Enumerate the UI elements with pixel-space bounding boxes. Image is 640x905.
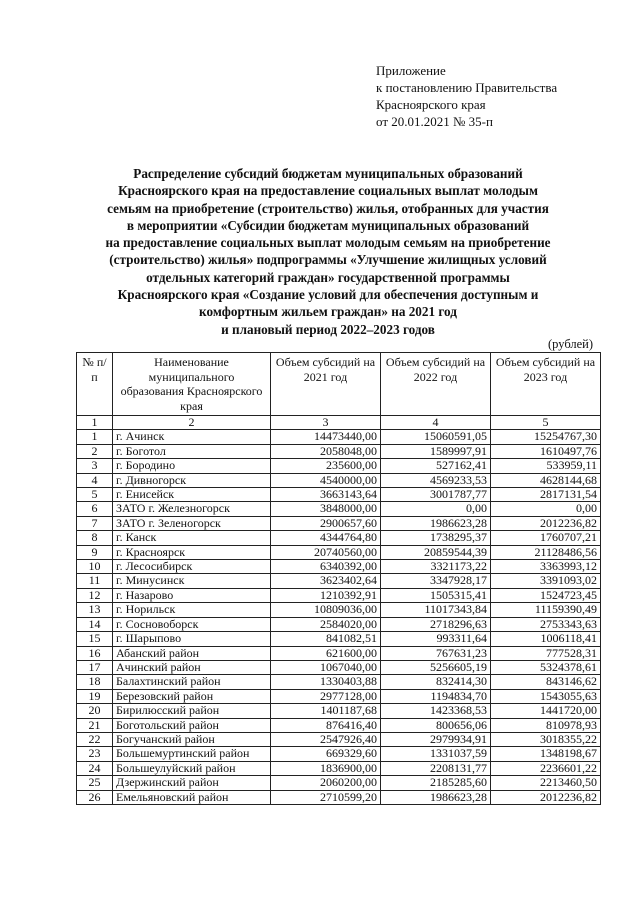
subsidy-2023: 21128486,56 <box>491 545 601 559</box>
municipality-name: г. Назарово <box>113 588 271 602</box>
municipality-name: Богучанский район <box>113 732 271 746</box>
subsidy-2021: 841082,51 <box>271 632 381 646</box>
row-number: 17 <box>77 660 113 674</box>
table-row <box>77 603 601 617</box>
municipality-name: г. Минусинск <box>113 574 271 588</box>
subsidy-2022: 2185285,60 <box>381 776 491 790</box>
appendix-line-2: к постановлению Правительства <box>376 80 558 95</box>
subsidy-2022: 1986623,28 <box>381 790 491 804</box>
subsidy-2022: 800656,06 <box>381 718 491 732</box>
row-number: 5 <box>77 488 113 502</box>
table-row <box>77 646 601 660</box>
row-number: 3 <box>77 459 113 473</box>
table-row <box>77 473 601 487</box>
municipality-name: Балахтинский район <box>113 675 271 689</box>
subsidy-2023: 1348198,67 <box>491 747 601 761</box>
subsidy-2023: 4628144,68 <box>491 473 601 487</box>
subsidy-2022: 2208131,77 <box>381 761 491 775</box>
municipality-name: г. Ачинск <box>113 430 271 444</box>
subsidy-2023: 1441720,00 <box>491 704 601 718</box>
subsidy-2023: 0,00 <box>491 502 601 516</box>
subsidy-2021: 14473440,00 <box>271 430 381 444</box>
municipality-name: ЗАТО г. Железногорск <box>113 502 271 516</box>
title-line: комфортным жильем граждан» на 2021 год <box>199 304 457 320</box>
title-line: (строительство) жилья» подпрограммы «Улучшение жилищных условий <box>109 252 547 268</box>
municipality-name: г. Шарыпово <box>113 632 271 646</box>
row-number: 20 <box>77 704 113 718</box>
table-row <box>77 488 601 502</box>
row-number: 22 <box>77 732 113 746</box>
subsidy-2022: 20859544,39 <box>381 545 491 559</box>
table-row <box>77 790 601 804</box>
row-number: 19 <box>77 689 113 703</box>
subsidy-2021: 235600,00 <box>271 459 381 473</box>
municipality-name: г. Канск <box>113 531 271 545</box>
municipality-name: Большемуртинский район <box>113 747 271 761</box>
row-number: 9 <box>77 545 113 559</box>
municipality-name: г. Бородино <box>113 459 271 473</box>
subsidy-2021: 1210392,91 <box>271 588 381 602</box>
row-number: 4 <box>77 473 113 487</box>
column-index-row <box>77 416 601 430</box>
row-number: 13 <box>77 603 113 617</box>
subsidy-2021: 669329,60 <box>271 747 381 761</box>
subsidy-2021: 1067040,00 <box>271 660 381 674</box>
table-row <box>77 574 601 588</box>
row-number: 14 <box>77 617 113 631</box>
row-number: 23 <box>77 747 113 761</box>
subsidy-2023: 3391093,02 <box>491 574 601 588</box>
subsidy-2023: 2012236,82 <box>491 516 601 530</box>
table-row <box>77 430 601 444</box>
subsidy-2022: 527162,41 <box>381 459 491 473</box>
subsidy-2021: 4344764,80 <box>271 531 381 545</box>
municipality-name: Дзержинский район <box>113 776 271 790</box>
row-number: 8 <box>77 531 113 545</box>
municipality-name: г. Красноярск <box>113 545 271 559</box>
appendix-block <box>376 62 557 130</box>
row-number: 12 <box>77 588 113 602</box>
subsidy-2021: 1330403,88 <box>271 675 381 689</box>
subsidy-2023: 810978,93 <box>491 718 601 732</box>
subsidy-2021: 1836900,00 <box>271 761 381 775</box>
subsidy-2023: 1524723,45 <box>491 588 601 602</box>
row-number: 16 <box>77 646 113 660</box>
row-number: 7 <box>77 516 113 530</box>
row-number: 18 <box>77 675 113 689</box>
row-number: 2 <box>77 444 113 458</box>
units-label: (рублей) <box>548 337 594 351</box>
table-row <box>77 761 601 775</box>
subsidy-2022: 15060591,05 <box>381 430 491 444</box>
subsidy-2022: 1194834,70 <box>381 689 491 703</box>
table-row <box>77 617 601 631</box>
row-number: 24 <box>77 761 113 775</box>
table-row <box>77 776 601 790</box>
subsidy-2023: 2753343,63 <box>491 617 601 631</box>
column-index: 1 <box>77 416 113 430</box>
municipality-name: Березовский район <box>113 689 271 703</box>
subsidy-2021: 2060200,00 <box>271 776 381 790</box>
column-index: 3 <box>271 416 381 430</box>
table-row <box>77 560 601 574</box>
subsidy-2023: 2817131,54 <box>491 488 601 502</box>
subsidy-2022: 2979934,91 <box>381 732 491 746</box>
municipality-name: г. Дивногорск <box>113 473 271 487</box>
appendix-line-4: от 20.01.2021 № 35-п <box>376 114 493 129</box>
header-subsidy-2023: Объем субсидий на 2023 год <box>491 353 601 416</box>
title-line: Распределение субсидий бюджетам муниципальных образований <box>133 166 523 181</box>
subsidy-2022: 3321173,22 <box>381 560 491 574</box>
subsidy-2022: 3001787,77 <box>381 488 491 502</box>
subsidy-2022: 767631,23 <box>381 646 491 660</box>
subsidy-2021: 2900657,60 <box>271 516 381 530</box>
table-row <box>77 689 601 703</box>
table-row <box>77 444 601 458</box>
subsidy-2022: 2718296,63 <box>381 617 491 631</box>
table-row <box>77 718 601 732</box>
subsidy-2023: 15254767,30 <box>491 430 601 444</box>
document-title <box>60 165 596 338</box>
subsidy-2022: 1738295,37 <box>381 531 491 545</box>
row-number: 26 <box>77 790 113 804</box>
municipality-name: г. Боготол <box>113 444 271 458</box>
subsidy-2022: 5256605,19 <box>381 660 491 674</box>
subsidy-2021: 3848000,00 <box>271 502 381 516</box>
municipality-name: г. Норильск <box>113 603 271 617</box>
subsidy-table <box>76 352 601 805</box>
table-row <box>77 660 601 674</box>
table-row <box>77 732 601 746</box>
row-number: 1 <box>77 430 113 444</box>
table-row <box>77 704 601 718</box>
subsidy-2021: 2058048,00 <box>271 444 381 458</box>
subsidy-2021: 2584020,00 <box>271 617 381 631</box>
table-row <box>77 675 601 689</box>
subsidy-2022: 0,00 <box>381 502 491 516</box>
subsidy-2022: 11017343,84 <box>381 603 491 617</box>
municipality-name: Бирилюсский район <box>113 704 271 718</box>
subsidy-2022: 993311,64 <box>381 632 491 646</box>
row-number: 15 <box>77 632 113 646</box>
municipality-name: ЗАТО г. Зеленогорск <box>113 516 271 530</box>
subsidy-2023: 1543055,63 <box>491 689 601 703</box>
municipality-name: Емельяновский район <box>113 790 271 804</box>
subsidy-2022: 3347928,17 <box>381 574 491 588</box>
appendix-line-1: Приложение <box>376 63 446 78</box>
municipality-name: Большеулуйский район <box>113 761 271 775</box>
table-row <box>77 632 601 646</box>
title-line: в мероприятии «Субсидии бюджетам муниципальных образований <box>126 217 530 233</box>
table-row <box>77 502 601 516</box>
subsidy-2021: 2547926,40 <box>271 732 381 746</box>
subsidy-2022: 1505315,41 <box>381 588 491 602</box>
subsidy-2022: 1589997,91 <box>381 444 491 458</box>
subsidy-2023: 843146,62 <box>491 675 601 689</box>
subsidy-2021: 876416,40 <box>271 718 381 732</box>
subsidy-2021: 621600,00 <box>271 646 381 660</box>
municipality-name: г. Сосновоборск <box>113 617 271 631</box>
header-number: № п/п <box>77 353 113 416</box>
subsidy-2021: 3623402,64 <box>271 574 381 588</box>
subsidy-2022: 1331037,59 <box>381 747 491 761</box>
title-line: отдельных категорий граждан» государственной программы <box>146 269 510 285</box>
header-subsidy-2022: Объем субсидий на 2022 год <box>381 353 491 416</box>
subsidy-2022: 832414,30 <box>381 675 491 689</box>
subsidy-2021: 20740560,00 <box>271 545 381 559</box>
municipality-name: Ачинский район <box>113 660 271 674</box>
subsidy-2021: 6340392,00 <box>271 560 381 574</box>
table-row <box>77 459 601 473</box>
title-line: семьям на приобретение (строительство) жилья, отобранных для участия <box>107 200 549 216</box>
header-subsidy-2021: Объем субсидий на 2021 год <box>271 353 381 416</box>
title-line: Красноярского края «Создание условий для обеспечения доступным и <box>117 287 539 303</box>
subsidy-2022: 1423368,53 <box>381 704 491 718</box>
subsidy-2023: 1006118,41 <box>491 632 601 646</box>
subsidy-2021: 2977128,00 <box>271 689 381 703</box>
table-row <box>77 747 601 761</box>
subsidy-2023: 11159390,49 <box>491 603 601 617</box>
table-body <box>77 416 601 805</box>
row-number: 6 <box>77 502 113 516</box>
row-number: 11 <box>77 574 113 588</box>
subsidy-2023: 1760707,21 <box>491 531 601 545</box>
municipality-name: г. Лесосибирск <box>113 560 271 574</box>
header-municipality: Наименование муниципального образования Красноярского края <box>113 353 271 416</box>
table-row <box>77 516 601 530</box>
row-number: 21 <box>77 718 113 732</box>
subsidy-2023: 2012236,82 <box>491 790 601 804</box>
subsidy-2023: 2236601,22 <box>491 761 601 775</box>
title-line: и плановый период 2022–2023 годов <box>221 321 435 337</box>
table-row <box>77 531 601 545</box>
column-index: 5 <box>491 416 601 430</box>
column-index: 2 <box>113 416 271 430</box>
subsidy-2023: 2213460,50 <box>491 776 601 790</box>
column-index: 4 <box>381 416 491 430</box>
municipality-name: г. Енисейск <box>113 488 271 502</box>
subsidy-2023: 1610497,76 <box>491 444 601 458</box>
subsidy-2021: 1401187,68 <box>271 704 381 718</box>
subsidy-2021: 3663143,64 <box>271 488 381 502</box>
subsidy-2021: 4540000,00 <box>271 473 381 487</box>
row-number: 25 <box>77 776 113 790</box>
table-row <box>77 588 601 602</box>
table-row <box>77 545 601 559</box>
subsidy-2023: 533959,11 <box>491 459 601 473</box>
subsidy-2022: 4569233,53 <box>381 473 491 487</box>
subsidy-2023: 3018355,22 <box>491 732 601 746</box>
subsidy-2021: 2710599,20 <box>271 790 381 804</box>
subsidy-2023: 3363993,12 <box>491 560 601 574</box>
title-line: на предоставление социальных выплат молодым семьям на приобретение <box>105 235 551 251</box>
municipality-name: Боготольский район <box>113 718 271 732</box>
title-line: Красноярского края на предоставление социальных выплат молодым <box>118 183 538 199</box>
row-number: 10 <box>77 560 113 574</box>
subsidy-2023: 5324378,61 <box>491 660 601 674</box>
appendix-line-3: Красноярского края <box>376 97 486 112</box>
subsidy-2021: 10809036,00 <box>271 603 381 617</box>
subsidy-2023: 777528,31 <box>491 646 601 660</box>
subsidy-2022: 1986623,28 <box>381 516 491 530</box>
municipality-name: Абанский район <box>113 646 271 660</box>
